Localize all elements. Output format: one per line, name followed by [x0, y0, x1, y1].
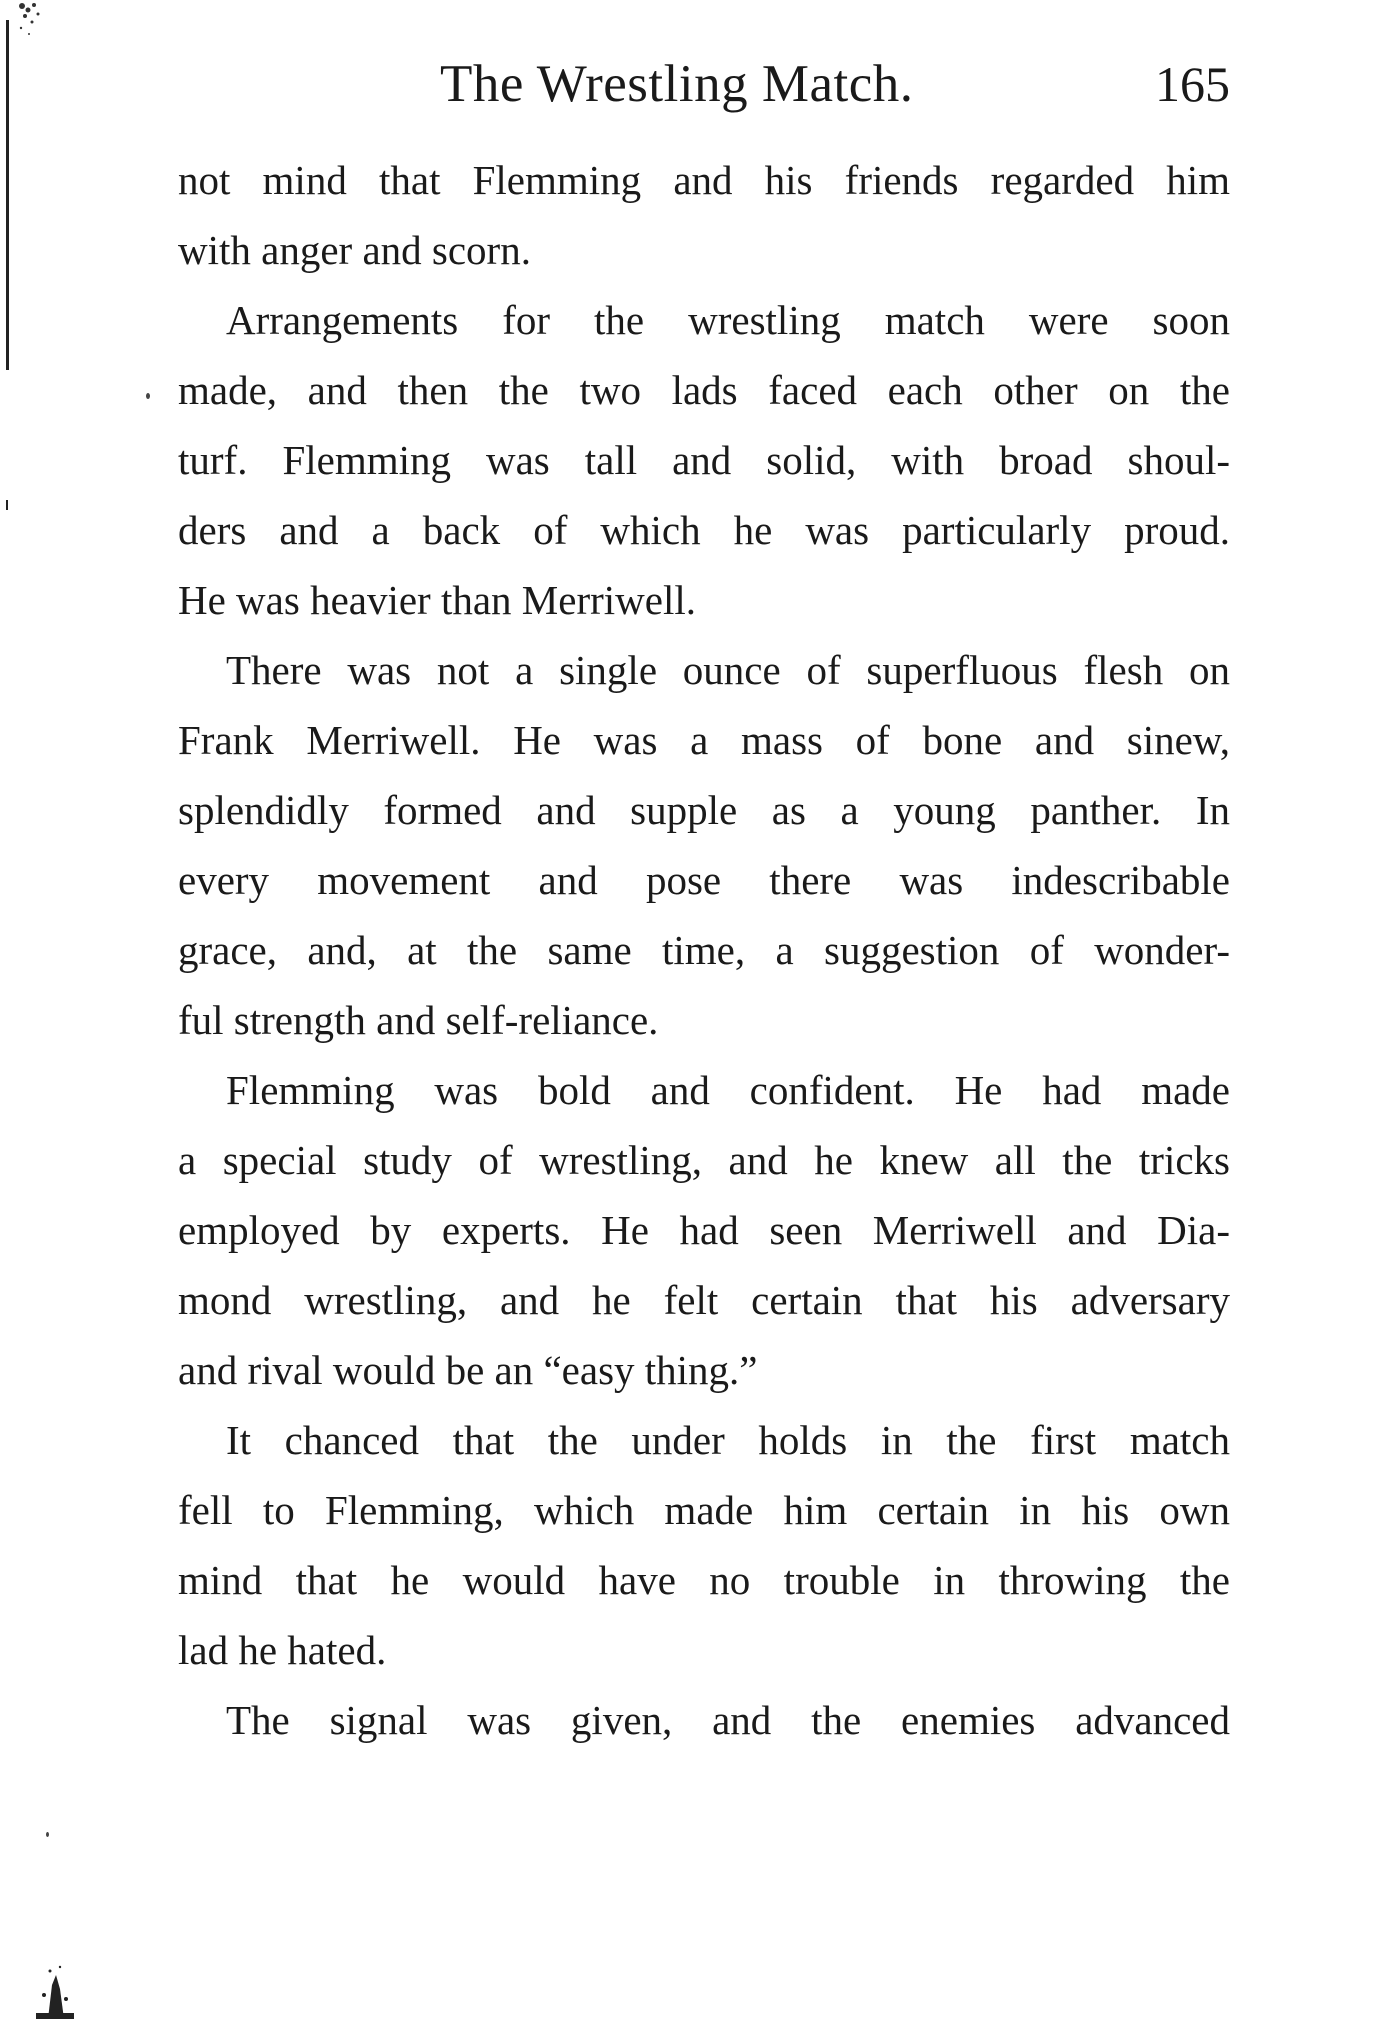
- paragraph: [178, 1055, 1230, 1405]
- paragraph: [178, 145, 1230, 285]
- paragraph: [178, 1685, 1230, 1755]
- text-line: Flemming was bold and confident. He had made: [226, 1067, 1230, 1113]
- text-line: mond wrestling, and he felt certain that his adversary: [178, 1277, 1230, 1323]
- text-line: It chanced that the under holds in the first match: [226, 1417, 1230, 1463]
- text-line: every movement and pose there was indescribable: [178, 857, 1230, 903]
- body-text: [178, 145, 1230, 1755]
- running-title: The Wrestling Match.: [440, 55, 914, 113]
- scan-corner-speckle: [12, 0, 62, 60]
- paragraph: [178, 635, 1230, 1055]
- text-line: Frank Merriwell. He was a mass of bone and sinew,: [178, 717, 1230, 763]
- text-line: made, and then the two lads faced each other on the: [178, 367, 1230, 413]
- paragraph: [178, 1405, 1230, 1685]
- paragraph: [178, 285, 1230, 635]
- text-line: Arrangements for the wrestling match were soon: [226, 297, 1230, 343]
- text-line: He was heavier than Merriwell.: [178, 577, 696, 623]
- page-number: 165: [1155, 56, 1230, 112]
- dust-speck: [146, 393, 150, 399]
- scan-bottom-speckle: [30, 1955, 80, 2019]
- text-line: a special study of wrestling, and he knew all the tricks: [178, 1137, 1230, 1183]
- text-line: employed by experts. He had seen Merriwell and Dia-: [178, 1207, 1230, 1253]
- text-line: ders and a back of which he was particularly proud.: [178, 507, 1230, 553]
- text-line: mind that he would have no trouble in throwing the: [178, 1557, 1230, 1603]
- text-line: grace, and, at the same time, a suggestion of wonder-: [178, 927, 1230, 973]
- text-line: The signal was given, and the enemies advanced: [226, 1697, 1230, 1743]
- text-line: turf. Flemming was tall and solid, with broad shoul-: [178, 437, 1230, 483]
- dust-speck: [46, 1832, 49, 1837]
- text-line: not mind that Flemming and his friends regarded him: [178, 157, 1230, 203]
- running-header: [178, 52, 1230, 116]
- text-line: ful strength and self-reliance.: [178, 997, 659, 1043]
- text-line: There was not a single ounce of superfluous flesh on: [226, 647, 1230, 693]
- page-edge-shadow-fragment: [6, 500, 8, 510]
- text-line: lad he hated.: [178, 1627, 387, 1673]
- text-line: with anger and scorn.: [178, 227, 531, 273]
- text-line: splendidly formed and supple as a young panther. In: [178, 787, 1230, 833]
- page-edge-shadow: [6, 20, 9, 370]
- text-line: fell to Flemming, which made him certain in his own: [178, 1487, 1230, 1533]
- text-line: and rival would be an “easy thing.”: [178, 1347, 758, 1393]
